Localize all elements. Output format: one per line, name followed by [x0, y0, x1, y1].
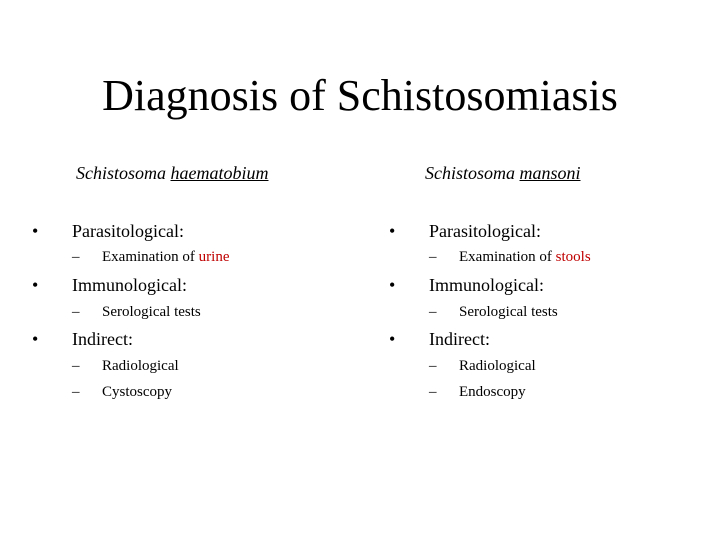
sub-dash: – [72, 384, 80, 400]
sub-label: Radiological [102, 358, 179, 374]
sub-dash: – [429, 384, 437, 400]
sub-label-prefix: Examination of [102, 249, 195, 265]
sub-label: Radiological [459, 358, 536, 374]
bullet-dot: • [389, 221, 396, 241]
bullet-dot: • [389, 275, 396, 295]
sub-dash: – [72, 249, 80, 265]
bullet-dot: • [32, 221, 39, 241]
bullet-dot: • [389, 329, 396, 349]
sub-dash: – [429, 249, 437, 265]
sub-label: Serological tests [459, 304, 558, 320]
bullet-label: Parasitological: [72, 221, 184, 241]
sub-label [102, 247, 229, 267]
bullet-label: Immunological: [72, 275, 187, 295]
sub-label-prefix: Examination of [459, 249, 552, 265]
sub-label [459, 247, 591, 267]
bullet-label: Indirect: [72, 329, 133, 349]
sub-label-highlight: stools [555, 249, 591, 265]
left-genus: Schistosoma [76, 163, 166, 183]
sub-dash: – [429, 358, 437, 374]
right-column-heading [425, 160, 581, 186]
bullet-dot: • [32, 329, 39, 349]
right-genus: Schistosoma [425, 163, 515, 183]
bullet-label: Indirect: [429, 329, 490, 349]
sub-dash: – [429, 304, 437, 320]
bullet-dot: • [32, 275, 39, 295]
bullet-label: Parasitological: [429, 221, 541, 241]
sub-label-highlight: urine [198, 249, 230, 265]
left-column-heading [76, 160, 269, 186]
sub-label: Serological tests [102, 304, 201, 320]
sub-dash: – [72, 358, 80, 374]
sub-label: Cystoscopy [102, 384, 173, 400]
sub-dash: – [72, 304, 80, 320]
sub-label: Endoscopy [459, 384, 526, 400]
slide-title: Diagnosis of Schistosomiasis [102, 71, 618, 120]
bullet-label: Immunological: [429, 275, 544, 295]
left-species: haematobium [170, 163, 269, 183]
right-species: mansoni [519, 163, 581, 183]
